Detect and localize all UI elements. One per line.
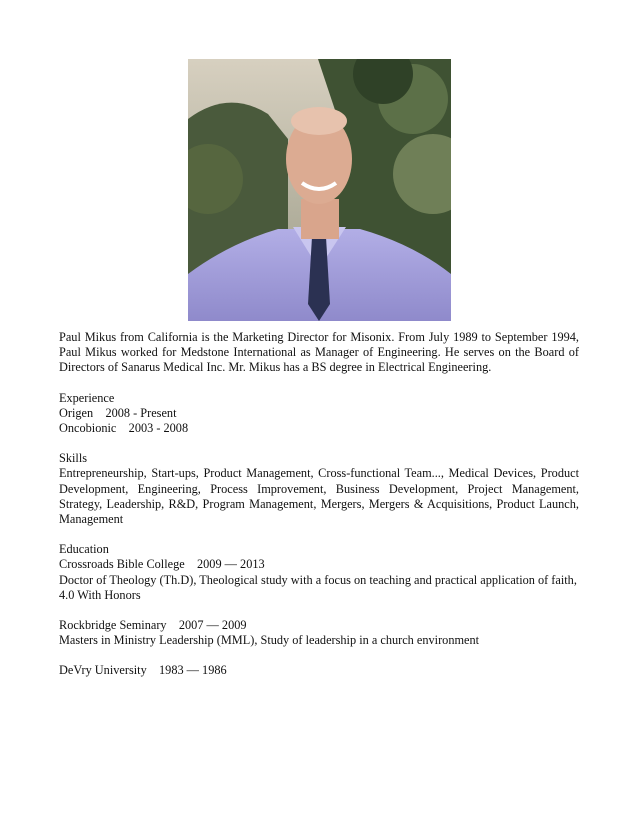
education-section (59, 542, 579, 603)
experience-years: 2003 - 2008 (128, 421, 189, 436)
skills-section (59, 451, 579, 527)
school-years: 2007 — 2009 (178, 618, 247, 633)
portrait-illustration (188, 59, 451, 321)
school-name: Rockbridge Seminary (59, 618, 167, 633)
school-line (59, 663, 579, 678)
school-name: Crossroads Bible College (59, 557, 185, 572)
education-heading: Education (59, 542, 109, 557)
education-entry (59, 663, 579, 678)
experience-years: 2008 - Present (105, 405, 177, 420)
experience-item (59, 421, 579, 436)
experience-item (59, 406, 579, 421)
school-years: 2009 — 2013 (197, 557, 265, 572)
experience-section (59, 391, 579, 437)
skills-text: Entrepreneurship, Start-ups, Product Management, Cross-functional Team..., Medical Devices, Product Development, Engineering, Process Improvement, Business Development, Project Management, Strategy, Leadership, R&D, Program Management, Mergers, Mergers & Acquisitions, Product Launch, Management (59, 466, 579, 527)
school-name: DeVry University (59, 663, 147, 678)
skills-heading: Skills (59, 451, 88, 466)
school-detail: Doctor of Theology (Th.D), Theological study with a focus on teaching and practical application of faith, 4.0 With Honors (59, 572, 577, 602)
experience-company: Oncobionic (59, 421, 117, 436)
school-line (59, 618, 579, 633)
experience-heading: Experience (59, 390, 115, 405)
experience-company: Origen (59, 405, 94, 420)
school-line (59, 557, 579, 572)
education-entry (59, 618, 579, 648)
school-years: 1983 — 1986 (159, 663, 227, 678)
education-entry (59, 557, 579, 603)
profile-photo (188, 59, 451, 321)
bio-paragraph: Paul Mikus from California is the Marketing Director for Misonix. From July 1989 to September 1994, Paul Mikus worked for Medstone International as Manager of Engineering. He serves on the Board of Directors of Sanarus Medical Inc. Mr. Mikus has a BS degree in Electrical Engineering. (59, 330, 579, 375)
profile-text (59, 330, 579, 679)
school-detail: Masters in Ministry Leadership (MML), Study of leadership in a church environment (59, 633, 480, 648)
